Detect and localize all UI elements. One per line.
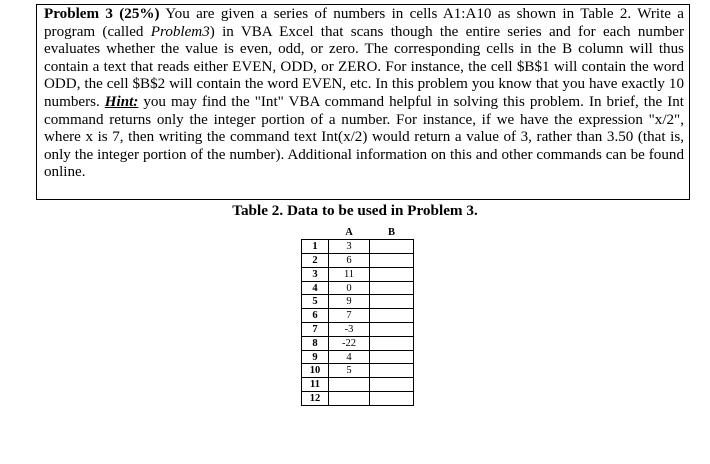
column-header-a: A bbox=[329, 226, 370, 240]
row-header: 4 bbox=[302, 281, 329, 295]
cell-a: 5 bbox=[329, 364, 370, 378]
table-row bbox=[302, 364, 414, 378]
problem-paragraph bbox=[44, 6, 684, 182]
spreadsheet-table bbox=[301, 226, 414, 406]
row-header: 2 bbox=[302, 254, 329, 268]
problem-text-3: you may find the "Int" VBA command helpful in solving this problem. In brief, the Int command returns only the integer portion of a number. For instance, if we have the expression "x/2", where x is 7, then writing the command text Int(x/2) would return a value of 3, rather than 3.50 (that is, only the integer portion of the number). Additional information on this and other commands can be found online. bbox=[44, 93, 685, 181]
cell-a: -22 bbox=[329, 336, 370, 350]
cell-b bbox=[370, 392, 414, 406]
cell-b bbox=[370, 309, 414, 323]
cell-a: -3 bbox=[329, 323, 370, 337]
cell-a bbox=[329, 392, 370, 406]
table-row bbox=[302, 392, 414, 406]
cell-b bbox=[370, 295, 414, 309]
cell-a: 9 bbox=[329, 295, 370, 309]
row-header: 8 bbox=[302, 336, 329, 350]
cell-b bbox=[370, 323, 414, 337]
row-header: 7 bbox=[302, 323, 329, 337]
cell-b bbox=[370, 254, 414, 268]
cell-a: 6 bbox=[329, 254, 370, 268]
table-caption: Table 2. Data to be used in Problem 3. bbox=[232, 202, 478, 219]
hint-label: Hint: bbox=[104, 93, 139, 110]
cell-b bbox=[370, 267, 414, 281]
cell-a bbox=[329, 378, 370, 392]
table-row bbox=[302, 254, 414, 268]
problem-text-2: ) in VBA Excel that scans though the entire series and for each number evaluates whether the value is even, odd, or zero. The corresponding cells in the B column will thus contain a text that reads either EVEN, ODD, or ZERO. For instance, the cell $B$1 will contain the word ODD, the cell $B$2 will contain the word EVEN, etc. In this problem you know that you have exactly 10 numbers. bbox=[44, 23, 684, 110]
cell-a: 11 bbox=[329, 267, 370, 281]
cell-b bbox=[370, 281, 414, 295]
row-header: 6 bbox=[302, 309, 329, 323]
table-row bbox=[302, 267, 414, 281]
column-header-row bbox=[302, 226, 414, 240]
row-header: 1 bbox=[302, 240, 329, 254]
column-header-b: B bbox=[370, 226, 414, 240]
table-row bbox=[302, 309, 414, 323]
row-header: 5 bbox=[302, 295, 329, 309]
cell-b bbox=[370, 336, 414, 350]
table-row bbox=[302, 378, 414, 392]
table-row bbox=[302, 295, 414, 309]
table-row bbox=[302, 323, 414, 337]
cell-a: 7 bbox=[329, 309, 370, 323]
row-header: 10 bbox=[302, 364, 329, 378]
corner-cell bbox=[302, 226, 329, 240]
row-header: 11 bbox=[302, 378, 329, 392]
problem-title: Problem 3 (25%) bbox=[44, 6, 160, 22]
cell-a: 3 bbox=[329, 240, 370, 254]
row-header: 9 bbox=[302, 350, 329, 364]
cell-b bbox=[370, 240, 414, 254]
table-row bbox=[302, 281, 414, 295]
table-row bbox=[302, 350, 414, 364]
cell-a: 0 bbox=[329, 281, 370, 295]
program-name: Problem3 bbox=[150, 23, 210, 40]
cell-b bbox=[370, 350, 414, 364]
cell-b bbox=[370, 364, 414, 378]
problem-text-1: You are given a series of numbers in cells A1:A10 as shown in Table 2. Write a program (called bbox=[44, 6, 684, 40]
row-header: 3 bbox=[302, 267, 329, 281]
cell-b bbox=[370, 378, 414, 392]
table-row bbox=[302, 240, 414, 254]
row-header: 12 bbox=[302, 392, 329, 406]
cell-a: 4 bbox=[329, 350, 370, 364]
table-row bbox=[302, 336, 414, 350]
